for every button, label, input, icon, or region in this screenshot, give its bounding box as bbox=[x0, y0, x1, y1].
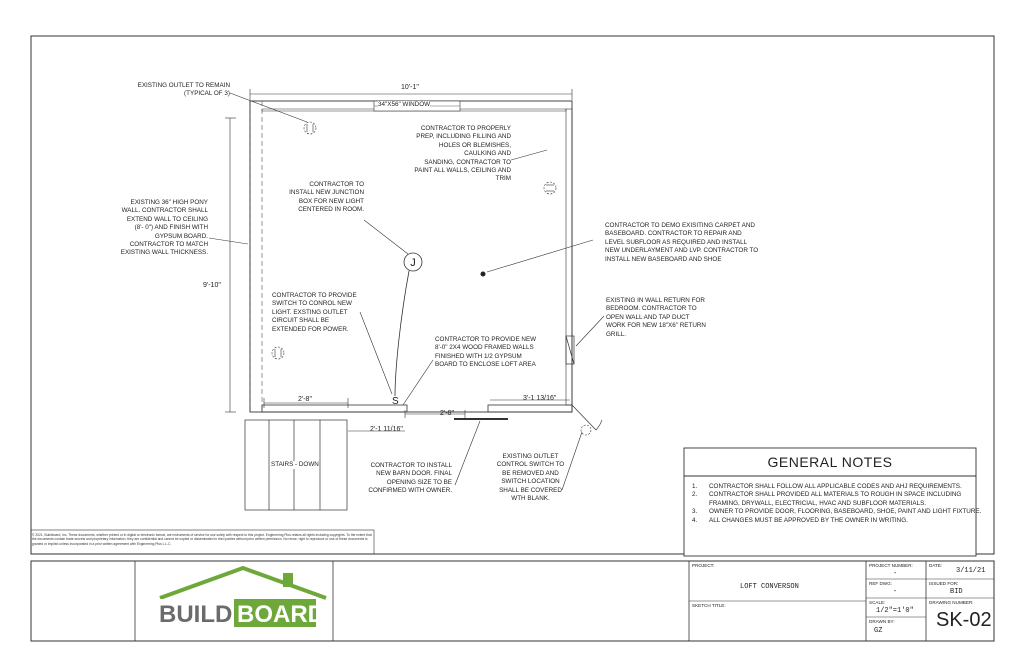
issued-for-value: BID bbox=[950, 588, 963, 596]
general-note-number: 2. bbox=[692, 491, 698, 499]
drawing-number-value: SK-02 bbox=[936, 609, 992, 631]
logo-text-board: BOARD bbox=[237, 601, 325, 628]
drawing-number-label: DRAWING NUMBER: bbox=[929, 600, 974, 605]
note-outlet-switch: EXISTING OUTLET CONTROL SWITCH TO BE REMOVED AND SWITCH LOCATION SHALL BE COVERED WTH BLANK. bbox=[496, 453, 565, 503]
dimension-stair-width: 2'-8" bbox=[298, 396, 312, 403]
project-number: - bbox=[893, 570, 898, 578]
project-number-label: PROJECT NUMBER: bbox=[869, 563, 913, 568]
general-note-text: OWNER TO PROVIDE DOOR, FLOORING, BASEBOARD, SHOE, PAINT AND LIGHT FIXTURE. bbox=[709, 508, 982, 516]
drawn-by-label: DRAWN BY: bbox=[869, 619, 895, 624]
issued-for-label: ISSUED FOR: bbox=[929, 581, 959, 586]
scale-value: 1/2"=1'0" bbox=[876, 607, 914, 615]
general-note-text: ALL CHANGES MUST BE APPROVED BY THE OWNER IN WRITING. bbox=[709, 516, 908, 524]
general-note-text: CONTRACTOR SHALL FOLLOW ALL APPLICABLE CODES AND AHJ REQUIREMENTS. bbox=[709, 483, 962, 490]
note-carpet-demo: CONTRACTOR TO DEMO EXISITING CARPET AND BASEBOARD. CONTRACTOR TO REPAIR AND LEVEL SUBFLOOR AS REQUIRED AND INSTALL NEW UNDERLAYMENT AND LVP. CONTRACTOR TO INSTALL NEW BASEBOARD AND SHOE bbox=[605, 222, 759, 263]
date-value: 3/11/21 bbox=[956, 567, 986, 575]
dimension-stair-offset: 2'-1 11/16" bbox=[370, 426, 403, 433]
note-new-walls: CONTRACTOR TO PROVIDE NEW 8'-0" 2X4 WOOD FRAMED WALLS FINISHED WITH 1/2 GYPSUM BOARD TO ENCLOSE LOFT AREA bbox=[435, 336, 537, 369]
note-barn-door: CONTRACTOR TO INSTALL NEW BARN DOOR. FINAL OPENING SIZE TO BE CONFIRMED WITH OWNER. bbox=[368, 462, 452, 495]
note-junction-box: CONTRACTOR TO INSTALL NEW JUNCTION BOX FOR NEW LIGHT CENTERED IN ROOM. bbox=[289, 181, 364, 214]
copyright-text: © 2021, Buildboard, Inc. These documents, whether printed or in digital or electronic format, are instruments of service for use solely with respect to this project. Engineering Plus retains all rights including copyrights. To the extent that the documents contain trade secrets and proprietary information, they are confidential and cannot be copied or disseminated to third parties without prior written permission. No reuse, right to reproduce or use of these documents is granted or implied unless incorporated in a prior written agreement with Engineering Plus L.L.C. bbox=[32, 533, 372, 546]
room-center-marker bbox=[481, 272, 486, 277]
return-grill bbox=[566, 336, 574, 364]
general-note-text: FRAMING, DRYWALL, ELECTRICIAL, HVAC AND SUBFLOOR MATERIALS. bbox=[709, 499, 927, 507]
switch-icon: S bbox=[392, 396, 399, 407]
general-note-number: 4. bbox=[692, 516, 698, 524]
note-switch: CONTRACTOR TO PROVIDE SWITCH TO CONROL NEW LIGHT. EXSTING OUTLET CIRCUIT SHALL BE EXTENDED FOR POWER. bbox=[272, 292, 357, 333]
logo-text-build: BUILD bbox=[159, 601, 233, 628]
note-pony-wall: EXISTING 36" HIGH PONY WALL. CONTRACTOR SHALL EXTEND WALL TO CEILING (8'- 0") AND FINISH WITH GYPSUM BOARD. CONTRACTOR TO MATCH EXISTING WALL THICKNESS. bbox=[120, 199, 208, 257]
general-note-text: CONTRACTOR SHALL PROVIDED ALL MATERIALS TO ROUGH IN SPACE INCLUDING bbox=[709, 491, 962, 499]
window-label: 34"X56" WINDOW bbox=[378, 101, 431, 108]
junction-label: J bbox=[410, 257, 416, 269]
note-existing-outlet: EXISTING OUTLET TO REMAIN (TYPICAL OF 3) bbox=[137, 82, 230, 98]
project-label: PROJECT: bbox=[692, 563, 715, 568]
ref-dwg-label: REF DWG: bbox=[869, 581, 892, 586]
general-note-number: 1. bbox=[692, 483, 698, 490]
general-notes-title: GENERAL NOTES bbox=[767, 454, 893, 470]
ref-dwg-value: - bbox=[893, 588, 898, 596]
dimension-door-opening: 2'-8" bbox=[440, 410, 454, 417]
dimension-top: 10'-1" bbox=[401, 84, 419, 91]
note-return-grill: EXISTING IN WALL RETURN FOR BEDROOM. CONTRACTOR TO OPEN WALL AND TAP DUCT WORK FOR NEW 18"X6" RETURN GRILL. bbox=[606, 297, 706, 338]
scale-label: SCALE: bbox=[869, 600, 886, 605]
sketch-title-label: SKETCH TITLE: bbox=[692, 603, 726, 608]
stairs-label: STAIRS - DOWN bbox=[271, 461, 319, 468]
project-name: LOFT CONVERSON bbox=[740, 583, 799, 591]
note-prep-paint: CONTRACTOR TO PROPERLY PREP, INCLUDING FILLING AND HOLES OR BLEMISHES, CAULKING AND SANDING, CONTRACTOR TO PAINT ALL WALLS, CEILING AND TRIM bbox=[414, 125, 511, 183]
dimension-right-segment: 3'-1 13/16" bbox=[523, 395, 557, 402]
drawn-by-value: GZ bbox=[874, 627, 883, 635]
dimension-left: 9'-10" bbox=[203, 282, 221, 289]
junction-box-icon bbox=[404, 253, 422, 271]
general-note-number: 3. bbox=[692, 508, 698, 516]
date-label: DATE: bbox=[929, 563, 943, 568]
buildboard-logo bbox=[156, 568, 326, 628]
